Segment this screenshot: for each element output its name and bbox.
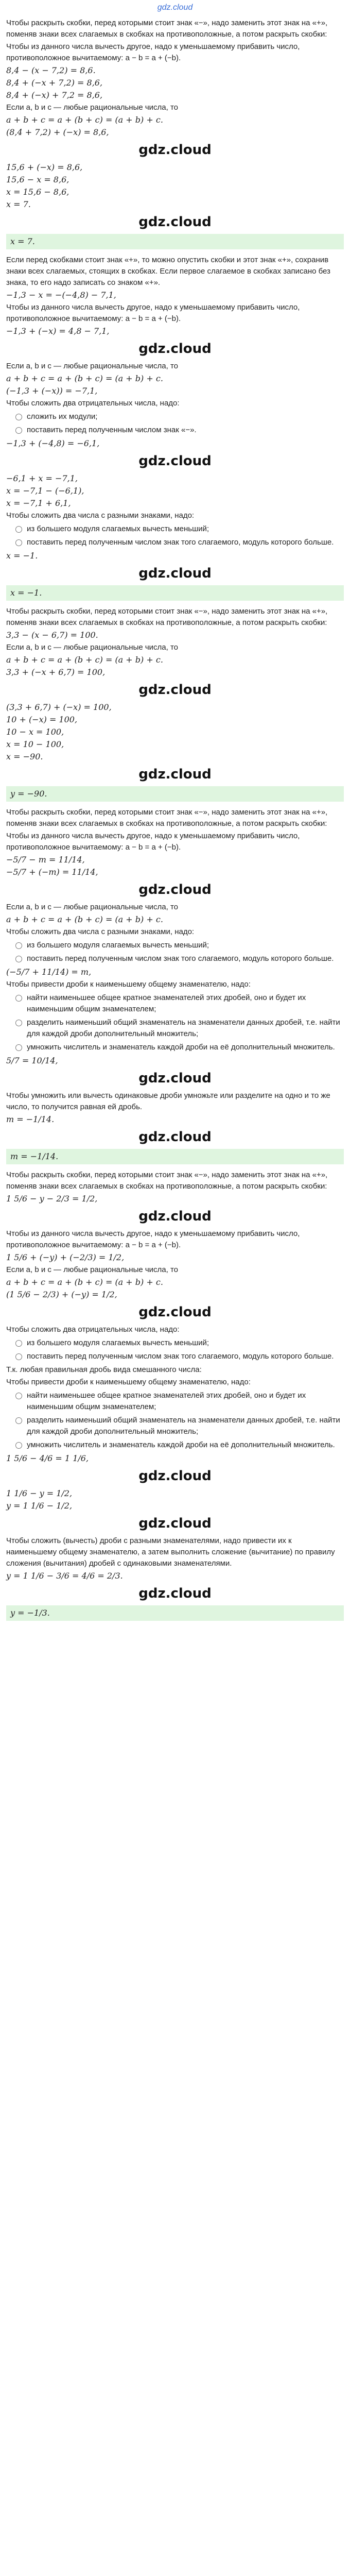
neg-sum-rule: Чтобы сложить два отрицательных числа, надо: — [6, 399, 180, 408]
assoc-law: a + b + c = a + (b + c) = (a + b) + c. — [6, 655, 163, 665]
rule-paren: Чтобы раскрыть скобки, перед которыми стоит знак «−», надо заменить этот знак на «+», поменяв знаки всех слагаемых в скобках на противоположные, а потом раскрыть скобки: — [6, 1171, 330, 1191]
eq: −5/7 − m = 11/14, — [6, 855, 85, 865]
rule-step: поставить перед полученным числом знак того слагаемого, модуль которого больше. — [15, 537, 344, 548]
assoc-law: a + b + c = a + (b + c) = (a + b) + c. — [6, 374, 163, 383]
eq: 1 1/6 − y = 1/2, — [6, 1488, 73, 1498]
eq: 3,3 − (x − 6,7) = 100. — [6, 630, 98, 640]
cross-mul: Чтобы умножить или вычесть одинаковые дроби умножьте или разделите на одно и то же число, то получится равная ей дробь. — [6, 1091, 332, 1111]
eq: 5/7 = 10/14, — [6, 1056, 58, 1065]
rule-rational: Если a, b и c — любые рациональные числа, то — [6, 903, 179, 911]
eq: m = −1/14. — [6, 1114, 55, 1124]
eq: x = −7,1 + 6,1, — [6, 498, 71, 508]
rule-rational: Если a, b и c — любые рациональные числа, то — [6, 643, 179, 652]
rule-step: сложить их модули; — [15, 411, 344, 422]
rule-step: поставить перед полученным числом знак «−». — [15, 425, 344, 436]
watermark: gdz.cloud — [138, 1586, 212, 1601]
eq: −1,3 + (−4,8) = −6,1, — [6, 438, 100, 448]
eq: (−1,3 + (−x)) = −7,1, — [6, 386, 98, 396]
watermark: gdz.cloud — [138, 214, 212, 230]
rule-step: умножить числитель и знаменатель каждой дроби на её дополнительный множитель. — [15, 1042, 344, 1053]
eq: 10 − x = 100, — [6, 727, 64, 737]
mixed-number: Т.к. любая правильная дробь вида смешанного числа: — [6, 1365, 202, 1374]
eq: (−5/7 + 11/14) = m, — [6, 967, 92, 977]
assoc-law: a + b + c = a + (b + c) = (a + b) + c. — [6, 115, 163, 125]
eq: −5/7 + (−m) = 11/14, — [6, 867, 98, 877]
eq: 1 5/6 + (−y) + (−2/3) = 1/2, — [6, 1252, 125, 1262]
rule-paren: Чтобы раскрыть скобки, перед которыми стоит знак «−», надо заменить этот знак на «+», поменяв знаки всех слагаемых в скобках на противоположные, а потом раскрыть скобки: — [6, 19, 330, 39]
rule-step: найти наименьшее общее кратное знаменателей этих дробей, оно и будет их наименьшим общим знаменателем; — [15, 992, 344, 1015]
lcd-rule: Чтобы привести дроби к наименьшему общему знаменателю, надо: — [6, 980, 251, 989]
eq: −1,3 − x = −(−4,8) − 7,1, — [6, 290, 116, 300]
lcd-rule: Чтобы привести дроби к наименьшему общему знаменателю, надо: — [6, 1378, 251, 1386]
eq: x = −90. — [6, 752, 43, 761]
rule-step: найти наименьшее общее кратное знаменателей этих дробей, оно и будет их наименьшим общим знаменателем; — [15, 1390, 344, 1413]
eq: 15,6 + (−x) = 8,6, — [6, 162, 83, 172]
watermark: gdz.cloud — [138, 1209, 212, 1224]
rule-rational: Если a, b и c — любые рациональные числа, то — [6, 1265, 179, 1274]
rule-step: поставить перед полученным числом знак того слагаемого, модуль которого больше. — [15, 953, 344, 964]
answer: x = −1. — [6, 585, 344, 601]
answer: x = 7. — [6, 234, 344, 249]
eq: x = 10 − 100, — [6, 739, 64, 749]
eq: 8,4 + (−x) + 7,2 = 8,6, — [6, 90, 103, 100]
eq: 8,4 + (−x + 7,2) = 8,6, — [6, 78, 103, 88]
watermark: gdz.cloud — [138, 566, 212, 581]
eq: (3,3 + 6,7) + (−x) = 100, — [6, 702, 112, 712]
eq: 15,6 − x = 8,6, — [6, 175, 69, 184]
watermark: gdz.cloud — [138, 1516, 212, 1531]
site-link[interactable]: gdz.cloud — [157, 3, 193, 12]
watermark: gdz.cloud — [138, 1071, 212, 1086]
neg-sum-rule: Чтобы сложить два отрицательных числа, надо: — [6, 1325, 180, 1334]
assoc-law: a + b + c = a + (b + c) = (a + b) + c. — [6, 1277, 163, 1287]
answer: y = −1/3. — [6, 1605, 344, 1621]
eq: (1 5/6 − 2/3) + (−y) = 1/2, — [6, 1290, 117, 1299]
rule-subtract: Чтобы из данного числа вычесть другое, надо к уменьшаемому прибавить число, противоположное вычитаемому: a − b = a + (−b). — [6, 1229, 302, 1249]
eq: 3,3 + (−x + 6,7) = 100, — [6, 667, 106, 677]
mixed-rule: Чтобы сложить два числа с разными знаками, надо: — [6, 511, 195, 520]
eq: x = 7. — [6, 199, 31, 209]
mixed-rule: Чтобы сложить два числа с разными знаками, надо: — [6, 927, 195, 936]
rule-step: умножить числитель и знаменатель каждой дроби на её дополнительный множитель. — [15, 1439, 344, 1451]
watermark: gdz.cloud — [138, 1468, 212, 1484]
eq: (8,4 + 7,2) + (−x) = 8,6, — [6, 127, 109, 137]
rule-rational: Если a, b и c — любые рациональные числа, то — [6, 362, 179, 370]
rule-step: из большего модуля слагаемых вычесть меньший; — [15, 523, 344, 535]
eq: x = −7,1 − (−6,1), — [6, 486, 84, 496]
plus-rule: Если перед скобками стоит знак «+», то можно опустить скобки и этот знак «+», сохранив знаки всех слагаемых, стоящих в скобках. Если первое слагаемое в скобках записано без знака, то его надо записать со знаком «+». — [6, 256, 333, 287]
eq: y = 1 1/6 − 3/6 = 4/6 = 2/3. — [6, 1571, 123, 1581]
rule-subtract: Чтобы из данного числа вычесть другое, надо к уменьшаемому прибавить число, противоположное вычитаемому: a − b = a + (−b). — [6, 832, 302, 852]
eq: −6,1 + x = −7,1, — [6, 473, 78, 483]
answer: y = −90. — [6, 786, 344, 802]
eq: x = 15,6 − 8,6, — [6, 187, 69, 197]
rule-step: разделить наименьший общий знаменатель на знаменатели данных дробей, т.е. найти для каждой дроби дополнительный множитель; — [15, 1415, 344, 1437]
watermark: gdz.cloud — [138, 453, 212, 469]
eq: x = −1. — [6, 551, 38, 561]
rule-step: поставить перед полученным числом знак того слагаемого, модуль которого больше. — [15, 1351, 344, 1362]
eq: 8,4 − (x − 7,2) = 8,6. — [6, 65, 96, 75]
answer: m = −1/14. — [6, 1149, 344, 1164]
assoc-law: a + b + c = a + (b + c) = (a + b) + c. — [6, 914, 163, 924]
watermark: gdz.cloud — [138, 142, 212, 158]
eq: 1 5/6 − 4/6 = 1 1/6, — [6, 1453, 89, 1463]
rule-paren: Чтобы раскрыть скобки, перед которыми стоит знак «−», надо заменить этот знак на «+», поменяв знаки всех слагаемых в скобках на противоположные, а потом раскрыть скобки: — [6, 607, 330, 627]
watermark: gdz.cloud — [138, 1129, 212, 1145]
eq: −1,3 + (−x) = 4,8 − 7,1, — [6, 326, 110, 336]
watermark: gdz.cloud — [138, 882, 212, 897]
rule-step: разделить наименьший общий знаменатель на знаменатели данных дробей, т.е. найти для каждой дроби дополнительный множитель; — [15, 1017, 344, 1040]
diff-denoms: Чтобы сложить (вычесть) дроби с разными знаменателями, надо привести их к наименьшему общему знаменателю, а затем выполнить сложение (вычитание) по правилу сложения (вычитания) дробей с одинаковыми знаменателями. — [6, 1536, 337, 1568]
rule-rational: Если a, b и c — любые рациональные числа, то — [6, 103, 179, 112]
rule-subtract: Чтобы из данного числа вычесть другое, надо к уменьшаемому прибавить число, противоположное вычитаемому: a − b = a + (−b). — [6, 42, 302, 62]
rule-subtract: Чтобы из данного числа вычесть другое, надо к уменьшаемому прибавить число, противоположное вычитаемому: a − b = a + (−b). — [6, 303, 302, 323]
eq: y = 1 1/6 − 1/2, — [6, 1501, 73, 1511]
watermark: gdz.cloud — [138, 682, 212, 698]
watermark: gdz.cloud — [138, 767, 212, 782]
eq: 1 5/6 − y − 2/3 = 1/2, — [6, 1194, 98, 1204]
eq: 10 + (−x) = 100, — [6, 715, 78, 724]
rule-step: из большего модуля слагаемых вычесть меньший; — [15, 940, 344, 951]
rule-step: из большего модуля слагаемых вычесть меньший; — [15, 1337, 344, 1349]
watermark: gdz.cloud — [138, 1304, 212, 1320]
rule-paren: Чтобы раскрыть скобки, перед которыми стоит знак «−», надо заменить этот знак на «+», поменяв знаки всех слагаемых в скобках на противоположные, а потом раскрыть скобки: — [6, 808, 330, 828]
watermark: gdz.cloud — [138, 341, 212, 357]
